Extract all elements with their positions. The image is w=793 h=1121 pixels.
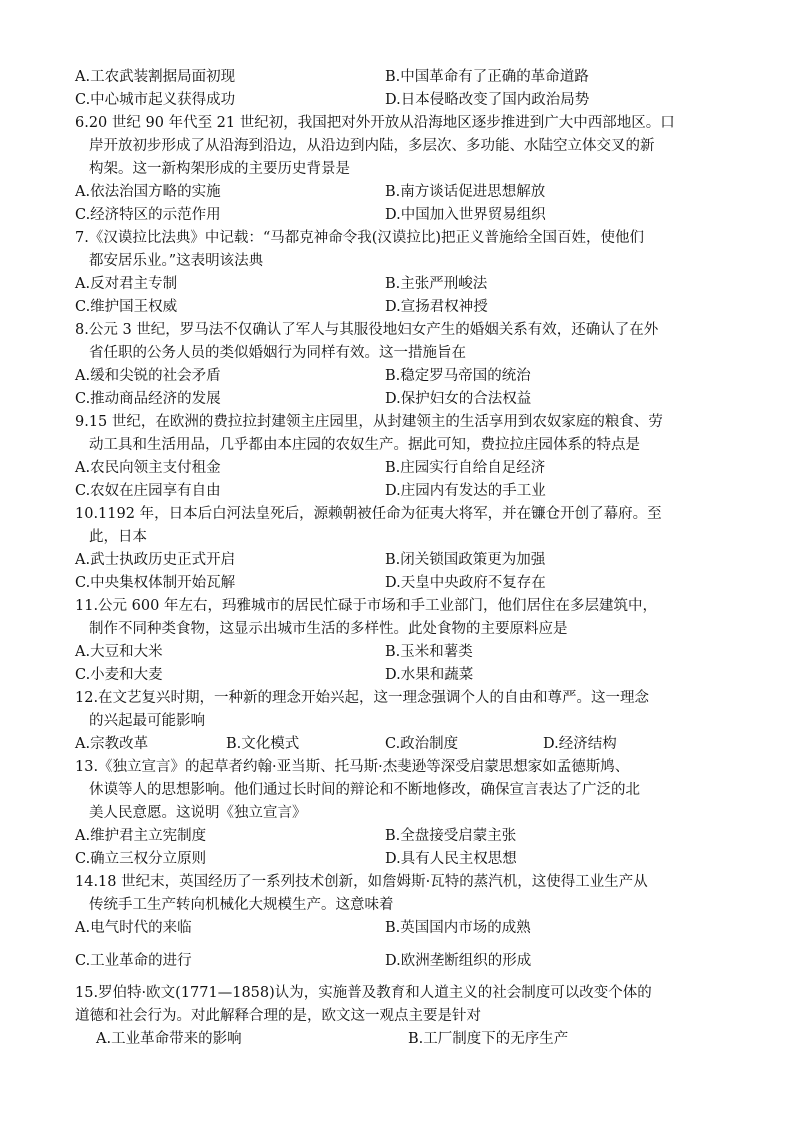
q6-stem-line-3: 构架。这一新构架形成的主要历史背景是 [89, 161, 350, 177]
q5-option-d: D.日本侵略改变了国内政治局势 [385, 92, 590, 108]
q6-option-d: D.中国加入世界贸易组织 [385, 207, 546, 223]
q11-stem-line-2: 制作不同种类食物，这显示出城市生活的多样性。此处食物的主要原料应是 [89, 621, 568, 637]
q7-option-a: A.反对君主专制 [75, 276, 178, 292]
q6-stem-line-2: 岸开放初步形成了从沿海到沿边，从沿边到内陆，多层次、多功能、水陆空立体交叉的新 [89, 138, 655, 154]
q8-option-d: D.保护妇女的合法权益 [385, 391, 532, 407]
q15-stem-line-1: 15.罗伯特·欧文(1771—1858)认为，实施普及教育和人道主义的社会制度可以改变个体的 [75, 985, 652, 1001]
q10-stem-line-2: 此，日本 [89, 529, 147, 545]
q7-stem-line-1: 7.《汉谟拉比法典》中记载：“马都克神命令我(汉谟拉比)把正义普施给全国百姓，使他们 [75, 230, 645, 246]
q14-stem-line-2: 传统手工生产转向机械化大规模生产。这意味着 [89, 897, 394, 913]
q15-option-a: A.工业革命带来的影响 [96, 1031, 242, 1047]
q13-option-b: B.全盘接受启蒙主张 [385, 828, 517, 844]
q11-stem-line-1: 11.公元 600 年左右，玛雅城市的居民忙碌于市场和手工业部门，他们居住在多层建筑中， [75, 598, 657, 614]
q10-option-b: B.闭关锁国政策更为加强 [385, 552, 546, 568]
q11-option-d: D.水果和蔬菜 [385, 667, 474, 683]
q8-stem-line-2: 省任职的公务人员的类似婚姻行为同样有效。这一措施旨在 [89, 345, 466, 361]
q14-stem-line-1: 14.18 世纪末，英国经历了一系列技术创新，如詹姆斯·瓦特的蒸汽机，这使得工业生产从 [75, 874, 648, 890]
q9-stem-line-2: 动工具和生活用品，几乎都由本庄园的农奴生产。据此可知，费拉拉庄园体系的特点是 [89, 437, 640, 453]
q12-stem-line-2: 的兴起最可能影响 [89, 713, 205, 729]
q12-option-c: C.政治制度 [385, 736, 459, 752]
q7-option-d: D.宣扬君权神授 [385, 299, 488, 315]
q6-option-a: A.依法治国方略的实施 [75, 184, 221, 200]
q8-option-b: B.稳定罗马帝国的统治 [385, 368, 531, 384]
q7-option-b: B.主张严刑峻法 [385, 276, 488, 292]
q12-stem-line-1: 12.在文艺复兴时期，一种新的理念开始兴起，这一理念强调个人的自由和尊严。这一理念 [75, 690, 650, 706]
q14-option-c: C.工业革命的进行 [75, 953, 192, 969]
q9-option-b: B.庄园实行自给自足经济 [385, 460, 546, 476]
q5-option-a: A.工农武装割据局面初现 [75, 69, 236, 85]
q13-stem-line-3: 美人民意愿。这说明《独立宣言》 [89, 805, 307, 821]
q10-option-d: D.天皇中央政府不复存在 [385, 575, 546, 591]
q12-option-b: B.文化模式 [226, 736, 300, 752]
q14-option-b: B.英国国内市场的成熟 [385, 920, 531, 936]
q11-option-c: C.小麦和大麦 [75, 667, 163, 683]
q5-option-c: C.中心城市起义获得成功 [75, 92, 236, 108]
q8-stem-line-1: 8.公元 3 世纪，罗马法不仅确认了军人与其服役地妇女产生的婚姻关系有效，还确认了在外 [75, 322, 659, 338]
q6-option-c: C.经济特区的示范作用 [75, 207, 221, 223]
q7-option-c: C.维护国王权威 [75, 299, 178, 315]
q5-option-b: B.中国革命有了正确的革命道路 [385, 69, 589, 85]
q12-option-a: A.宗教改革 [75, 736, 149, 752]
q10-option-c: C.中央集权体制开始瓦解 [75, 575, 236, 591]
q9-option-d: D.庄园内有发达的手工业 [385, 483, 546, 499]
q13-option-a: A.维护君主立宪制度 [75, 828, 207, 844]
q13-option-d: D.具有人民主权思想 [385, 851, 517, 867]
q11-option-a: A.大豆和大米 [75, 644, 163, 660]
q15-option-b: B.工厂制度下的无序生产 [408, 1031, 569, 1047]
q12-option-d: D.经济结构 [543, 736, 617, 752]
q13-option-c: C.确立三权分立原则 [75, 851, 207, 867]
q9-stem-line-1: 9.15 世纪，在欧洲的费拉拉封建领主庄园里，从封建领主的生活享用到农奴家庭的粮食、劳 [75, 414, 663, 430]
q6-option-b: B.南方谈话促进思想解放 [385, 184, 546, 200]
q7-stem-line-2: 都安居乐业。”这表明该法典 [89, 253, 264, 269]
q15-stem-line-2: 道德和社会行为。对此解释合理的是，欧文这一观点主要是针对 [75, 1008, 481, 1024]
q14-option-a: A.电气时代的来临 [75, 920, 192, 936]
q10-option-a: A.武士执政历史正式开启 [75, 552, 236, 568]
q13-stem-line-1: 13.《独立宣言》的起草者约翰·亚当斯、托马斯·杰斐逊等深受启蒙思想家如孟德斯鸠、 [75, 759, 630, 775]
q10-stem-line-1: 10.1192 年，日本后白河法皇死后，源赖朝被任命为征夷大将军，并在镰仓开创了幕府。至 [75, 506, 662, 522]
q8-option-a: A.缓和尖锐的社会矛盾 [75, 368, 221, 384]
q9-option-a: A.农民向领主支付租金 [75, 460, 221, 476]
q6-stem-line-1: 6.20 世纪 90 年代至 21 世纪初，我国把对外开放从沿海地区逐步推进到广大中西部地区。口 [75, 115, 675, 131]
q13-stem-line-2: 休谟等人的思想影响。他们通过长时间的辩论和不断地修改，确保宣言表达了广泛的北 [89, 782, 640, 798]
q11-option-b: B.玉米和薯类 [385, 644, 473, 660]
q8-option-c: C.推动商品经济的发展 [75, 391, 221, 407]
q9-option-c: C.农奴在庄园享有自由 [75, 483, 221, 499]
q14-option-d: D.欧洲垄断组织的形成 [385, 953, 532, 969]
